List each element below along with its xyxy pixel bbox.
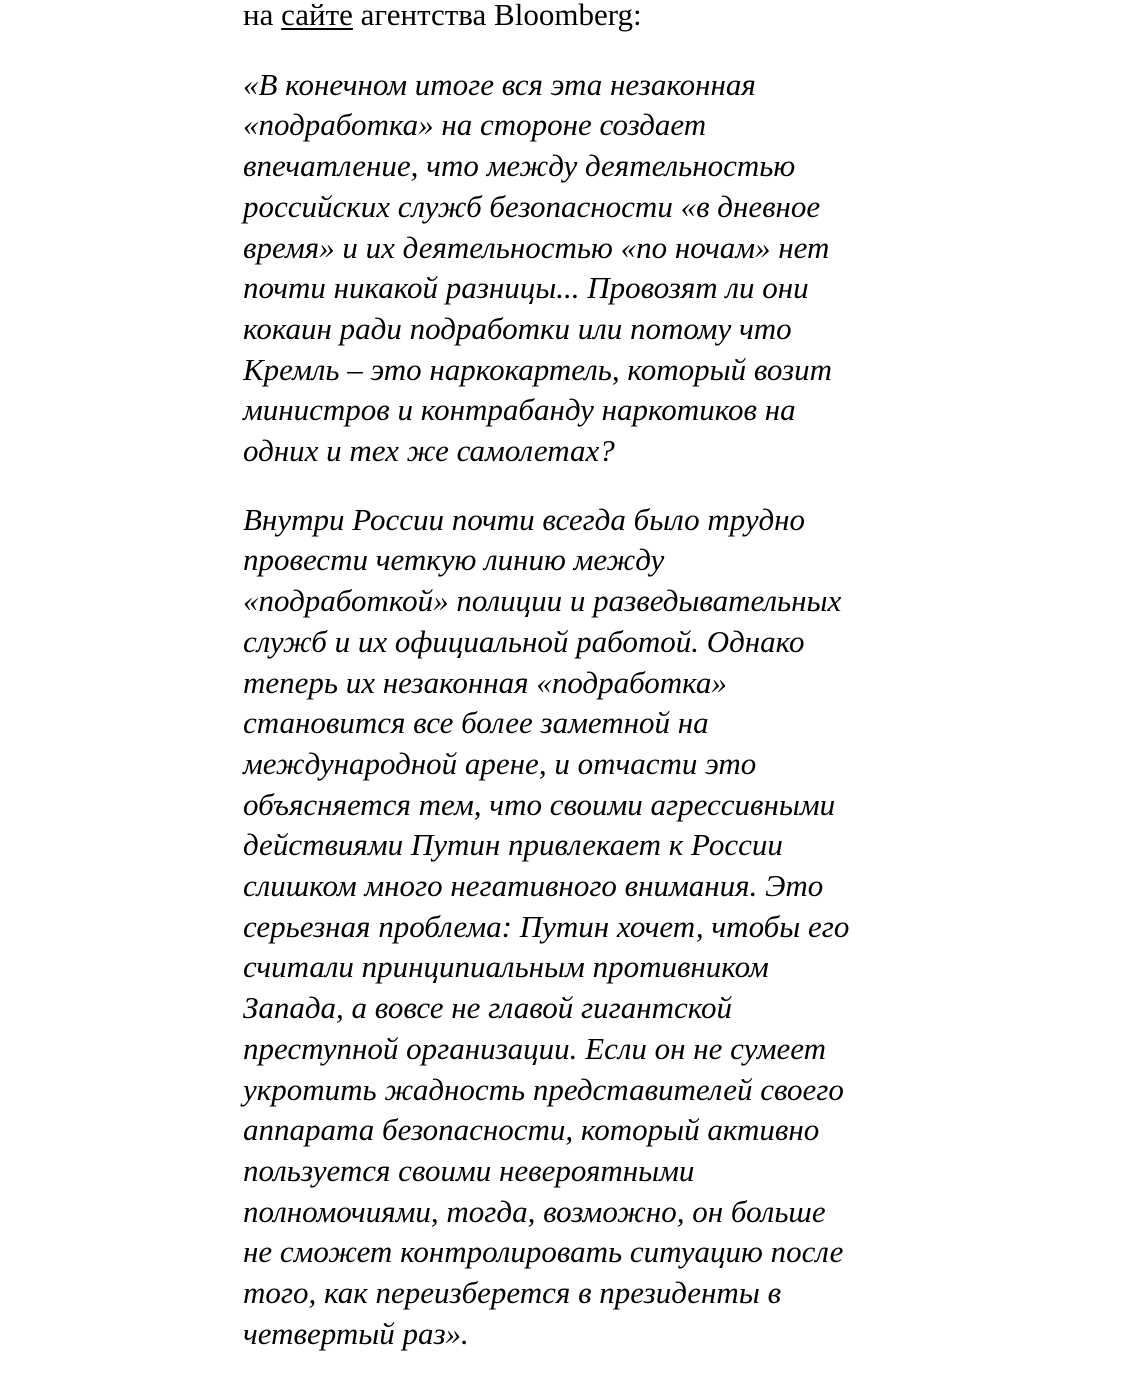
quote-line: международной арене, и отчасти это	[243, 745, 757, 781]
quote-line: преступной организации. Если он не сумеет	[243, 1030, 826, 1066]
quote-line: время» и их деятельностью «по ночам» нет	[243, 229, 830, 265]
quote-line: российских служб безопасности «в дневное	[243, 188, 821, 224]
quote-line: Запада, а вовсе не главой гигантской	[243, 990, 733, 1026]
quote-line: «подработка» на стороне создает	[243, 107, 707, 143]
quote-line: почти никакой разницы... Провозят ли они	[243, 270, 809, 306]
quote-line: Внутри России почти всегда было трудно	[243, 501, 806, 537]
quote-line: действиями Путин привлекает к России	[243, 827, 783, 863]
quote-line: министров и контрабанду наркотиков на	[243, 392, 796, 428]
quote-line: впечатление, что между деятельностью	[243, 148, 796, 184]
quote-line: кокаин ради подработки или потому что	[243, 310, 792, 346]
quote-paragraph-2	[243, 500, 923, 1355]
quote-line: аппарата безопасности, который активно	[243, 1112, 820, 1148]
quote-line: Кремль – это наркокартель, который возит	[243, 351, 832, 387]
quote-line: того, как переизберется в президенты в	[243, 1275, 782, 1311]
article-body	[243, 0, 923, 1355]
intro-text-before: на	[243, 0, 282, 32]
quote-line: четвертый раз».	[243, 1315, 469, 1351]
quote-line: одних и тех же самолетах?	[243, 433, 615, 469]
quote-line: не сможет контролировать ситуацию после	[243, 1234, 844, 1270]
quote-line: объясняется тем, что своими агрессивными	[243, 786, 836, 822]
quote-line: слишком много негативного внимания. Это	[243, 868, 824, 904]
intro-text-after: агентства Bloomberg:	[352, 0, 642, 32]
quote-paragraph-1	[243, 65, 923, 472]
quote-line: служб и их официальной работой. Однако	[243, 623, 805, 659]
quote-line: становится все более заметной на	[243, 705, 709, 741]
quote-line: «В конечном итоге вся эта незаконная	[243, 66, 756, 102]
intro-line	[243, 0, 923, 36]
quote-line: полномочиями, тогда, возможно, он больше	[243, 1193, 826, 1229]
quote-line: считали принципиальным противником	[243, 949, 769, 985]
source-link[interactable]: сайте	[281, 0, 353, 32]
quote-line: теперь их незаконная «подработка»	[243, 664, 727, 700]
quote-line: серьезная проблема: Путин хочет, чтобы его	[243, 908, 850, 944]
quote-line: провести четкую линию между	[243, 542, 665, 578]
quote-line: пользуется своими невероятными	[243, 1152, 695, 1188]
quote-line: укротить жадность представителей своего	[243, 1071, 844, 1107]
quote-line: «подработкой» полиции и разведывательных	[243, 583, 842, 619]
